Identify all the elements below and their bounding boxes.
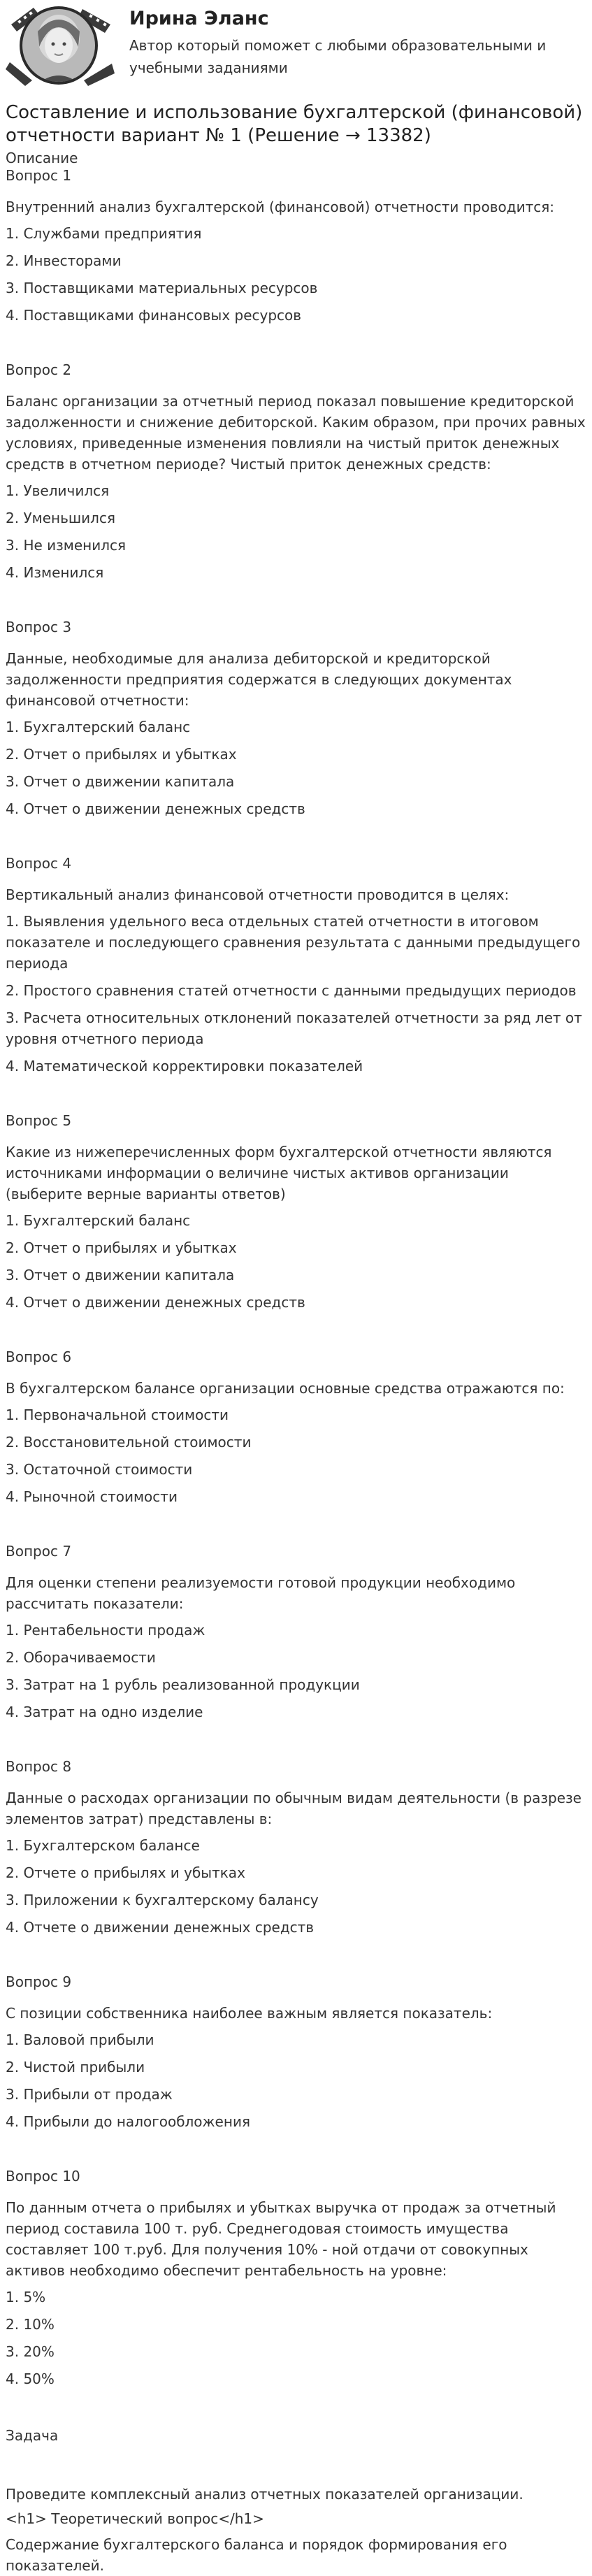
questions-list	[6, 167, 586, 2425]
question-title: Вопрос 1	[6, 167, 72, 184]
question-text: Данные, необходимые для анализа дебиторской и кредиторской задолженности предприятия содержатся в следующих документах финансовой отчетности:	[6, 650, 512, 709]
question-block	[6, 1543, 586, 1758]
answer-options	[6, 1404, 586, 1507]
author-avatar	[6, 3, 116, 87]
question-text: Для оценки степени реализуемости готовой продукции необходимо рассчитать показатели:	[6, 1574, 516, 1612]
answer-option: 1. 5%	[6, 2289, 46, 2305]
question-title: Вопрос 3	[6, 619, 72, 635]
question-text: Вертикальный анализ финансовой отчетности проводится в целях:	[6, 886, 510, 903]
answer-option: 1. Валовой прибыли	[6, 2031, 154, 2048]
answer-option: 3. Отчет о движении капитала	[6, 1267, 235, 1283]
question-text: С позиции собственника наиболее важным является показатель:	[6, 2005, 493, 2022]
answer-option: 2. Простого сравнения статей отчетности с данными предыдущих периодов	[6, 982, 577, 999]
task-text: Проведите комплексный анализ отчетных показателей организации.	[6, 2486, 524, 2503]
document-title: Составление и использование бухгалтерской (финансовой) отчетности вариант № 1 (Решение → 13382)	[6, 102, 583, 146]
answer-option: 4. Отчете о движении денежных средств	[6, 1919, 315, 1936]
answer-option: 1. Выявления удельного веса отдельных статей отчетности в итоговом показателе и последующего сравнения результата с данными предыдущего периода	[6, 913, 581, 972]
answer-options	[6, 223, 586, 326]
answer-option: 2. Уменьшился	[6, 510, 115, 526]
answer-option: 3. Прибыли от продаж	[6, 2086, 173, 2103]
answer-option: 4. Поставщиками финансовых ресурсов	[6, 307, 302, 324]
question-title: Вопрос 10	[6, 2168, 80, 2185]
answer-option: 4. Отчет о движении денежных средств	[6, 1294, 305, 1311]
answer-option: 4. Рыночной стоимости	[6, 1488, 178, 1505]
answer-option: 2. Отчете о прибылях и убытках	[6, 1864, 245, 1881]
section-label-description: Описание	[6, 150, 78, 166]
question-block	[6, 2168, 586, 2425]
task-label: Задача	[6, 2427, 59, 2444]
answer-option: 4. Изменился	[6, 564, 104, 581]
question-block	[6, 1348, 586, 1543]
answer-option: 1. Первоначальной стоимости	[6, 1406, 229, 1423]
answer-option: 3. Приложении к бухгалтерскому балансу	[6, 1892, 319, 1908]
answer-option: 1. Службами предприятия	[6, 225, 202, 242]
answer-option: 4. Затрат на одно изделие	[6, 1704, 203, 1720]
author-card	[6, 3, 586, 87]
question-text: По данным отчета о прибылях и убытках выручка от продаж за отчетный период составила 100 т. руб. Среднегодовая стоимость имущества составляет 100 т.руб. Для получения 10% - ной отдачи от совокупных активов необходимо обеспечит рентабельность на уровне:	[6, 2199, 556, 2279]
answer-option: 2. Отчет о прибылях и убытках	[6, 746, 237, 763]
question-title: Вопрос 6	[6, 1348, 72, 1365]
question-text: Баланс организации за отчетный период показал повышение кредиторской задолженности и снижение дебиторской. Каким образом, при прочих равных условиях, приведенные изменения повлияли на чистый приток денежных средств в отчетном периоде? Чистый приток денежных средств:	[6, 393, 586, 473]
answer-option: 3. Отчет о движении капитала	[6, 773, 235, 790]
question-block	[6, 1973, 586, 2168]
question-text: Внутренний анализ бухгалтерской (финансовой) отчетности проводится:	[6, 199, 554, 215]
question-title: Вопрос 5	[6, 1112, 72, 1129]
answer-option: 1. Рентабельности продаж	[6, 1622, 205, 1639]
answer-option: 2. Отчет о прибылях и убытках	[6, 1239, 237, 1256]
answer-option: 4. Математической корректировки показателей	[6, 1058, 363, 1074]
task-heading-raw: <h1> Теоретический вопрос</h1>	[6, 2510, 264, 2527]
question-text: Какие из нижеперечисленных форм бухгалтерской отчетности являются источниками информации о величине чистых активов организации (выберите верные варианты ответов)	[6, 1144, 552, 1202]
answer-option: 3. Расчета относительных отклонений показателей отчетности за ряд лет от уровня отчетного периода	[6, 1009, 582, 1047]
answer-option: 2. Чистой прибыли	[6, 2059, 145, 2075]
answer-options	[6, 2287, 586, 2389]
question-block	[6, 167, 586, 361]
answer-option: 3. Не изменился	[6, 537, 127, 554]
answer-option: 3. Затрат на 1 рубль реализованной продукции	[6, 1676, 360, 1693]
answer-option: 4. Прибыли до налогообложения	[6, 2113, 250, 2130]
answer-options	[6, 1620, 586, 1722]
question-title: Вопрос 9	[6, 1973, 72, 1990]
question-title: Вопрос 8	[6, 1758, 72, 1775]
answer-options	[6, 717, 586, 819]
question-block	[6, 619, 586, 855]
answer-option: 2. 10%	[6, 2316, 55, 2333]
author-description: Автор который поможет с любыми образовательными и учебными заданиями	[129, 37, 547, 76]
answer-options	[6, 2029, 586, 2132]
answer-options	[6, 480, 586, 583]
answer-option: 1. Бухгалтерский баланс	[6, 719, 191, 735]
answer-option: 4. 50%	[6, 2370, 55, 2387]
answer-option: 1. Бухгалтерский баланс	[6, 1212, 191, 1229]
document-content	[6, 101, 586, 2576]
question-title: Вопрос 4	[6, 855, 72, 872]
answer-option: 4. Отчет о движении денежных средств	[6, 800, 305, 817]
answer-option: 1. Бухгалтерском балансе	[6, 1837, 200, 1854]
question-block	[6, 1758, 586, 1973]
task-block	[6, 2425, 586, 2576]
question-title: Вопрос 2	[6, 361, 72, 378]
answer-option: 3. Остаточной стоимости	[6, 1461, 193, 1478]
answer-option: 2. Инвесторами	[6, 252, 122, 269]
question-block	[6, 855, 586, 1112]
answer-option: 3. Поставщиками материальных ресурсов	[6, 280, 318, 296]
author-name: Ирина Эланс	[129, 8, 269, 29]
answer-options	[6, 1835, 586, 1938]
answer-option: 3. 20%	[6, 2343, 55, 2360]
answer-option: 1. Увеличился	[6, 482, 110, 499]
question-block	[6, 1112, 586, 1348]
task-theory-question: Содержание бухгалтерского баланса и порядок формирования его показателей.	[6, 2536, 507, 2574]
answer-options	[6, 1210, 586, 1313]
answer-option: 2. Оборачиваемости	[6, 1649, 156, 1666]
question-block	[6, 361, 586, 619]
question-text: В бухгалтерском балансе организации основные средства отражаются по:	[6, 1380, 565, 1397]
answer-option: 2. Восстановительной стоимости	[6, 1434, 252, 1451]
answer-options	[6, 911, 586, 1077]
question-title: Вопрос 7	[6, 1543, 72, 1560]
question-text: Данные о расходах организации по обычным видам деятельности (в разрезе элементов затрат) представлены в:	[6, 1790, 582, 1827]
